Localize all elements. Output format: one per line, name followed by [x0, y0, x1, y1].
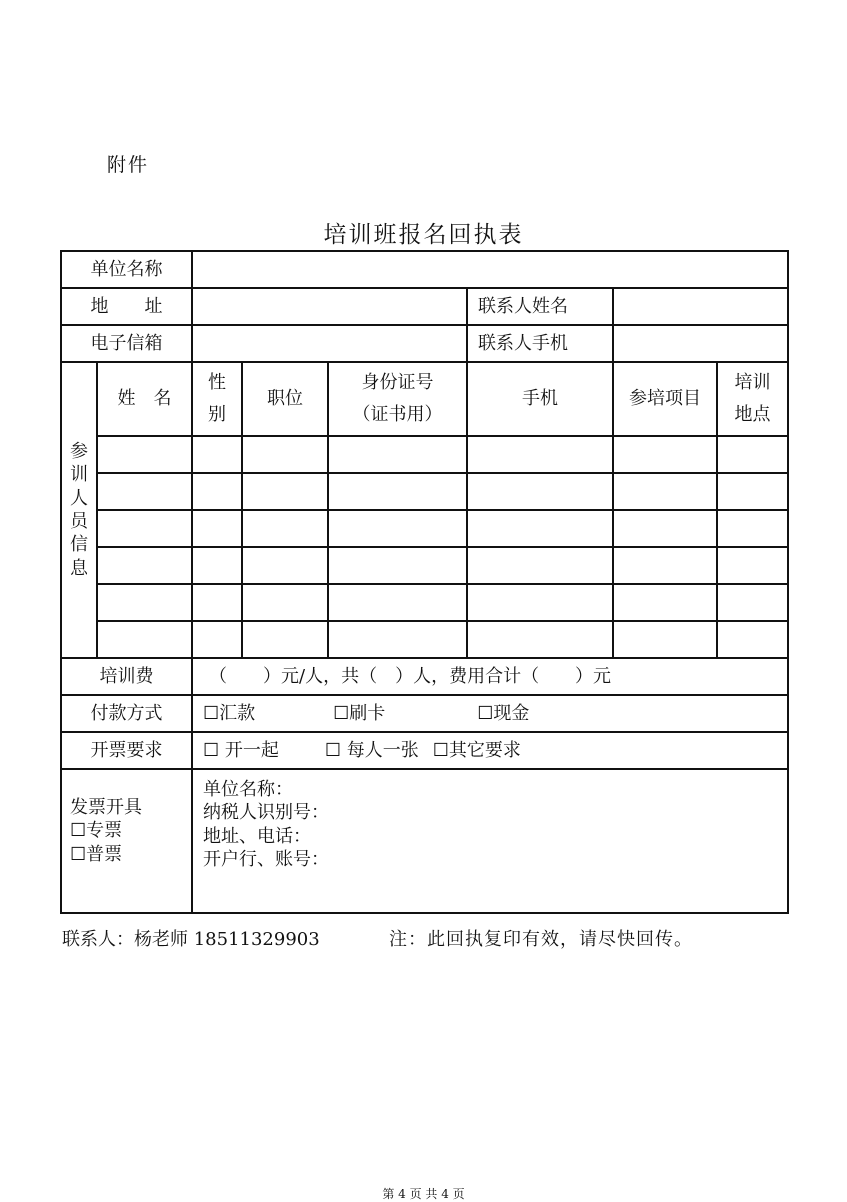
cell-phone[interactable] [467, 510, 613, 547]
table-row [61, 436, 788, 473]
attachment-label: 附件 [107, 154, 150, 176]
cell-project[interactable] [613, 436, 717, 473]
cell-gender[interactable] [192, 436, 242, 473]
col-header-id-line: （证书用） [352, 404, 443, 425]
side-char: 训 [70, 464, 88, 486]
col-header-name: 姓 名 [97, 362, 192, 436]
cell-location[interactable] [717, 473, 788, 510]
table-row [61, 621, 788, 658]
cell-location[interactable] [717, 621, 788, 658]
unit-name-field[interactable] [192, 251, 788, 288]
cell-gender[interactable] [192, 547, 242, 584]
cell-id-number[interactable] [328, 621, 467, 658]
registration-form [60, 250, 789, 914]
cell-name[interactable] [97, 473, 192, 510]
trainee-info-side-label [61, 362, 97, 658]
cell-location[interactable] [717, 584, 788, 621]
invoice-address-phone-field[interactable]: 地址、电话： [203, 825, 311, 847]
fee-label: 培训费 [61, 658, 192, 695]
invoice-unit-name-field[interactable]: 单位名称： [203, 779, 293, 800]
table-row [61, 584, 788, 621]
col-header-id-line: 身份证号 [361, 371, 434, 393]
table-row [61, 547, 788, 584]
cell-id-number[interactable] [328, 473, 467, 510]
invoice-requirement-options [192, 732, 788, 769]
cell-project[interactable] [613, 621, 717, 658]
payment-label: 付款方式 [61, 695, 192, 732]
col-header-gender [192, 362, 242, 436]
cell-location[interactable] [717, 547, 788, 584]
col-header-gender-line: 别 [208, 404, 226, 425]
email-field[interactable] [192, 325, 467, 362]
col-header-id-number [328, 362, 467, 436]
col-header-location-line: 培训 [734, 371, 771, 393]
payment-remittance-checkbox[interactable]: ☐汇款 [203, 702, 256, 724]
unit-name-label: 单位名称 [61, 251, 192, 288]
address-field[interactable] [192, 288, 467, 325]
col-header-location-line: 地点 [734, 404, 771, 425]
cell-position[interactable] [242, 436, 328, 473]
cell-id-number[interactable] [328, 510, 467, 547]
col-header-project: 参培项目 [613, 362, 717, 436]
cell-project[interactable] [613, 473, 717, 510]
cell-name[interactable] [97, 547, 192, 584]
ordinary-invoice-checkbox[interactable]: ☐普票 [70, 843, 123, 865]
cell-name[interactable] [97, 436, 192, 473]
page-number: 第 4 页 共 4 页 [382, 1187, 465, 1201]
cell-gender[interactable] [192, 621, 242, 658]
cell-project[interactable] [613, 584, 717, 621]
footer-note: 注：此回执复印有效，请尽快回传。 [389, 929, 693, 950]
cell-name[interactable] [97, 510, 192, 547]
payment-card-checkbox[interactable]: ☐刷卡 [333, 702, 386, 724]
side-char: 员 [70, 511, 88, 532]
cell-name[interactable] [97, 621, 192, 658]
special-invoice-checkbox[interactable]: ☐专票 [70, 820, 123, 842]
cell-position[interactable] [242, 473, 328, 510]
contact-name-label: 联系人姓名 [467, 288, 613, 325]
form-title: 培训班报名回执表 [323, 222, 524, 248]
cell-gender[interactable] [192, 473, 242, 510]
cell-phone[interactable] [467, 584, 613, 621]
cell-position[interactable] [242, 584, 328, 621]
cell-name[interactable] [97, 584, 192, 621]
cell-phone[interactable] [467, 436, 613, 473]
invoice-other-checkbox[interactable]: ☐其它要求 [432, 739, 521, 761]
col-header-position: 职位 [242, 362, 328, 436]
contact-phone-label: 联系人手机 [467, 325, 613, 362]
cell-project[interactable] [613, 510, 717, 547]
invoice-type-label: 发票开具 [70, 797, 142, 818]
cell-phone[interactable] [467, 547, 613, 584]
side-char: 息 [70, 557, 88, 579]
col-header-gender-line: 性 [208, 371, 226, 393]
cell-position[interactable] [242, 547, 328, 584]
cell-position[interactable] [242, 621, 328, 658]
cell-id-number[interactable] [328, 584, 467, 621]
invoice-type-cell [61, 769, 192, 913]
invoice-details-cell [192, 769, 788, 913]
email-label: 电子信箱 [61, 325, 192, 362]
cell-id-number[interactable] [328, 436, 467, 473]
cell-project[interactable] [613, 547, 717, 584]
side-char: 参 [70, 440, 88, 462]
footer-contact: 联系人：杨老师 18511329903 [62, 929, 320, 950]
col-header-location [717, 362, 788, 436]
invoice-requirement-label: 开票要求 [61, 732, 192, 769]
cell-location[interactable] [717, 510, 788, 547]
col-header-phone: 手机 [467, 362, 613, 436]
cell-id-number[interactable] [328, 547, 467, 584]
invoice-tax-id-field[interactable]: 纳税人识别号： [203, 802, 329, 824]
table-row [61, 510, 788, 547]
table-row [61, 473, 788, 510]
contact-name-field[interactable] [613, 288, 788, 325]
invoice-bank-account-field[interactable]: 开户行、账号： [203, 849, 329, 871]
payment-cash-checkbox[interactable]: ☐现金 [477, 702, 530, 724]
invoice-per-person-checkbox[interactable]: ☐ 每人一张 [324, 739, 419, 761]
fee-text[interactable]: （ ）元/人，共（ ）人，费用合计（ ）元 [192, 658, 788, 695]
invoice-combined-checkbox[interactable]: ☐ 开一起 [203, 739, 279, 761]
payment-options [192, 695, 788, 732]
cell-position[interactable] [242, 510, 328, 547]
contact-phone-field[interactable] [613, 325, 788, 362]
side-char: 信 [70, 534, 88, 556]
cell-phone[interactable] [467, 473, 613, 510]
cell-location[interactable] [717, 436, 788, 473]
side-char: 人 [70, 487, 88, 509]
address-label: 地 址 [61, 288, 192, 325]
cell-gender[interactable] [192, 510, 242, 547]
cell-gender[interactable] [192, 584, 242, 621]
cell-phone[interactable] [467, 621, 613, 658]
